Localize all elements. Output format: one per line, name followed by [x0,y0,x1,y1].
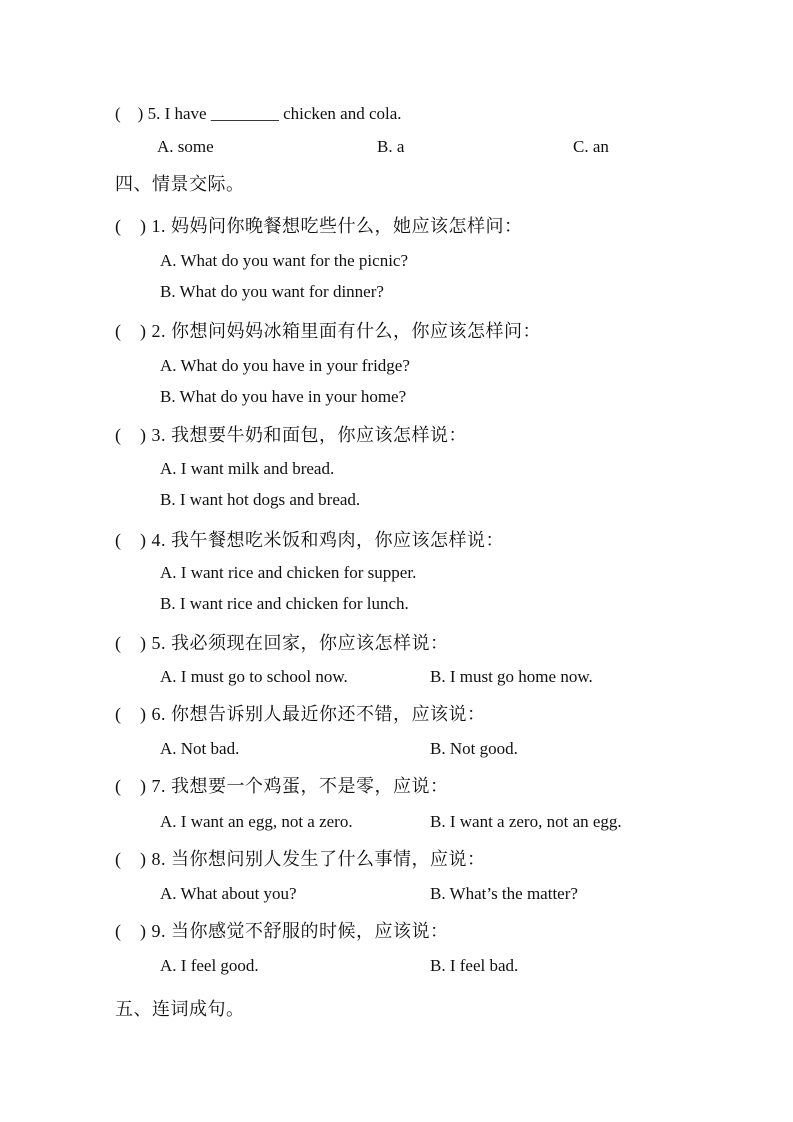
option-a: A. I want milk and bread. [160,459,335,478]
section-heading-text: 四、情景交际。 [115,174,245,194]
question-prompt: ( ) 7. 我想要一个鸡蛋，不是零，应说： [115,776,449,796]
option-a: A. I feel good. [160,956,259,975]
option-b: B. I must go home now. [430,667,593,686]
option-a: A. some [157,137,214,156]
section-heading-text: 五、连词成句。 [115,999,245,1019]
option-a: A. I want an egg, not a zero. [160,812,353,831]
question-prompt: ( ) 1. 妈妈问你晚餐想吃些什么，她应该怎样问： [115,216,523,236]
option-b: B. a [377,137,405,156]
option-a: A. What about you? [160,884,297,903]
option-a: A. I want rice and chicken for supper. [160,563,417,582]
option-b: B. I want a zero, not an egg. [430,812,622,831]
question-prompt: ( ) 4. 我午餐想吃米饭和鸡肉，你应该怎样说： [115,530,504,550]
option-b: B. I want rice and chicken for lunch. [160,594,409,613]
option-b: B. What’s the matter? [430,884,578,903]
option-a: A. I must go to school now. [160,667,348,686]
question-prompt: ( ) 8. 当你想问别人发生了什么事情，应说： [115,849,486,869]
option-b: B. What do you have in your home? [160,387,407,406]
option-a: A. Not bad. [160,739,240,758]
option-b: B. Not good. [430,739,518,758]
question-prompt: ( ) 5. I have ________ chicken and cola. [115,104,402,123]
option-b: B. What do you want for dinner? [160,282,384,301]
option-b: B. I want hot dogs and bread. [160,490,361,509]
question-prompt: ( ) 9. 当你感觉不舒服的时候，应该说： [115,921,449,941]
option-b: B. I feel bad. [430,956,519,975]
question-prompt: ( ) 2. 你想问妈妈冰箱里面有什么，你应该怎样问： [115,321,541,341]
question-prompt: ( ) 6. 你想告诉别人最近你还不错，应该说： [115,704,486,724]
option-a: A. What do you want for the picnic? [160,251,409,270]
option-a: A. What do you have in your fridge? [160,356,410,375]
question-prompt: ( ) 5. 我必须现在回家，你应该怎样说： [115,633,449,653]
option-c: C. an [573,137,609,156]
question-prompt: ( ) 3. 我想要牛奶和面包，你应该怎样说： [115,425,467,445]
